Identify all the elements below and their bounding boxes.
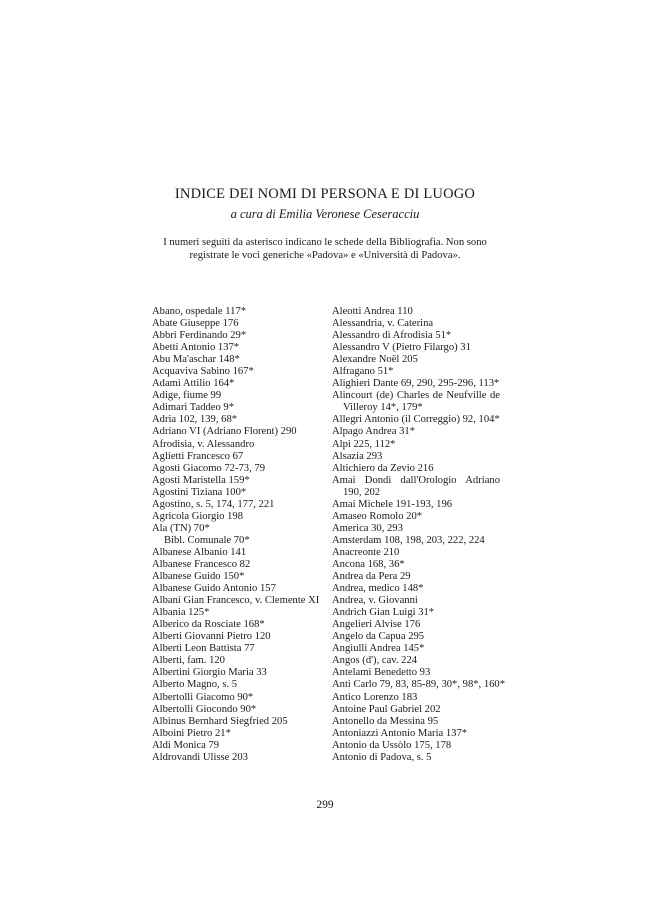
index-entry: Amai Michele 191-193, 196 bbox=[332, 498, 453, 510]
index-entry: Albani Gian Francesco, v. Clemente XI bbox=[152, 595, 320, 607]
index-entry: Antico Lorenzo 183 bbox=[332, 691, 418, 703]
index-entry: Antelami Benedetto 93 bbox=[332, 667, 431, 679]
index-entry: Acquaviva Sabino 167* bbox=[152, 366, 254, 378]
index-entry: Albertolli Giacomo 90* bbox=[152, 691, 254, 703]
index-entry: Alessandro V (Pietro Filargo) 31 bbox=[332, 342, 471, 354]
index-entry: Angelieri Alvise 176 bbox=[332, 619, 421, 631]
index-entry: Alincourt (de) Charles de Neufville de Villeroy 14*, 179* bbox=[332, 390, 500, 414]
index-entry: Ancona 168, 36* bbox=[332, 558, 405, 570]
index-entry: Angiulli Andrea 145* bbox=[332, 643, 425, 655]
index-entry: Adimari Taddeo 9* bbox=[152, 402, 235, 414]
index-entry: Antonio di Padova, s. 5 bbox=[332, 751, 432, 763]
index-entry: Agricola Giorgio 198 bbox=[152, 510, 244, 522]
index-entry: Albania 125* bbox=[152, 607, 210, 619]
index-entry: Alberti Leon Battista 77 bbox=[152, 643, 255, 655]
index-entry: Angos (d'), cav. 224 bbox=[332, 655, 418, 667]
index-entry: Abano, ospedale 117* bbox=[152, 306, 247, 317]
index-entry: Abbri Ferdinando 29* bbox=[152, 330, 247, 342]
index-entry: Alberti Giovanni Pietro 120 bbox=[152, 631, 271, 643]
index-entry: Anti Carlo 79, 83, 85-89, 30*, 98*, 160* bbox=[332, 679, 506, 691]
page-number: 299 bbox=[316, 799, 334, 811]
index-entry: Alboini Pietro 21* bbox=[152, 727, 231, 739]
index-entry: Amaseo Romolo 20* bbox=[332, 510, 423, 522]
index-entry: Andrea, medico 148* bbox=[332, 583, 424, 595]
index-entry: Alessandro di Afrodisia 51* bbox=[332, 330, 452, 342]
index-entry: Alfragano 51* bbox=[332, 366, 394, 378]
index-entry: Albanese Guido 150* bbox=[152, 571, 245, 583]
index-entry: Angelo da Capua 295 bbox=[332, 631, 425, 643]
index-entry: Abetti Antonio 137* bbox=[152, 342, 240, 354]
index-entry: Amsterdam 108, 198, 203, 222, 224 bbox=[332, 534, 485, 546]
index-entry: Antoniazzi Antonio Maria 137* bbox=[332, 727, 468, 739]
index-entry: Agosti Giacomo 72-73, 79 bbox=[152, 462, 265, 474]
index-entry: Afrodisia, v. Alessandro bbox=[152, 438, 255, 450]
index-entry: Albanese Albanio 141 bbox=[152, 546, 247, 558]
index-title: INDICE DEI NOMI DI PERSONA E DI LUOGO bbox=[174, 186, 476, 202]
index-entry: Albanese Francesco 82 bbox=[152, 558, 251, 570]
index-entry: Andrich Gian Luigi 31* bbox=[332, 607, 435, 619]
index-subtitle: a cura di Emilia Veronese Ceseracciu bbox=[230, 207, 420, 221]
index-entry: Albertini Giorgio Maria 33 bbox=[152, 667, 267, 679]
index-entry: Aglietti Francesco 67 bbox=[152, 450, 244, 462]
index-entry: Agosti Maristella 159* bbox=[152, 474, 250, 486]
index-entry: Anacreonte 210 bbox=[332, 546, 400, 558]
index-note: I numeri seguiti da asterisco indicano le schede della Bibliografia. Non sono registrate le voci generiche «Padova» e «Università di Padova». bbox=[163, 237, 487, 261]
index-entry: Altichiero da Zevio 216 bbox=[332, 462, 434, 474]
index-subentry: Bibl. Comunale 70* bbox=[164, 534, 250, 546]
index-column-right bbox=[332, 306, 506, 764]
index-entry: Alberico da Rosciate 168* bbox=[152, 619, 265, 631]
index-entry: Aldrovandi Ulisse 203 bbox=[152, 751, 248, 763]
index-entry: Adige, fiume 99 bbox=[152, 390, 222, 402]
index-entry: Alpi 225, 112* bbox=[332, 438, 396, 450]
index-entry: Adriano VI (Adriano Florent) 290 bbox=[152, 426, 297, 438]
index-entry: Antoine Paul Gabriel 202 bbox=[332, 703, 441, 715]
index-entry: Agostini Tiziana 100* bbox=[152, 486, 247, 498]
index-entry: Amai Dondi dall'Orologio Adriano 190, 202 bbox=[332, 474, 500, 498]
index-entry: Alberti, fam. 120 bbox=[152, 655, 225, 667]
index-entry: Aleotti Andrea 110 bbox=[332, 306, 413, 317]
index-entry: Abate Giuseppe 176 bbox=[152, 318, 239, 330]
index-entry: Antonio da Ussòlo 175, 178 bbox=[332, 739, 452, 751]
index-entry: Alpago Andrea 31* bbox=[332, 426, 415, 438]
index-entry: Alexandre Noël 205 bbox=[332, 354, 418, 366]
index-entry: Agostino, s. 5, 174, 177, 221 bbox=[152, 498, 275, 510]
index-entry: Alessandria, v. Caterina bbox=[332, 318, 434, 330]
index-entry: Adami Attilio 164* bbox=[152, 378, 235, 390]
index-entry: Adria 102, 139, 68* bbox=[152, 414, 238, 426]
index-column-left bbox=[152, 306, 324, 764]
index-entry: Ala (TN) 70* bbox=[152, 522, 210, 534]
index-entry: Alberto Magno, s. 5 bbox=[152, 679, 238, 691]
index-entry: Allegri Antonio (il Correggio) 92, 104* bbox=[332, 414, 500, 426]
index-entry: Albertolli Giocondo 90* bbox=[152, 703, 257, 715]
index-entry: Aldi Monica 79 bbox=[152, 739, 220, 751]
index-entry: Abu Ma'aschar 148* bbox=[152, 354, 240, 366]
index-entry: Antonello da Messina 95 bbox=[332, 715, 439, 727]
index-entry: Andrea da Pera 29 bbox=[332, 571, 411, 583]
index-entry: Alighieri Dante 69, 290, 295-296, 113* bbox=[332, 378, 500, 390]
index-entry: Albinus Bernhard Siegfried 205 bbox=[152, 715, 288, 727]
index-entry: Alsazia 293 bbox=[332, 450, 383, 462]
index-entry: Albanese Guido Antonio 157 bbox=[152, 583, 276, 595]
index-entry: Andrea, v. Giovanni bbox=[332, 595, 418, 607]
index-entry: America 30, 293 bbox=[332, 522, 403, 534]
